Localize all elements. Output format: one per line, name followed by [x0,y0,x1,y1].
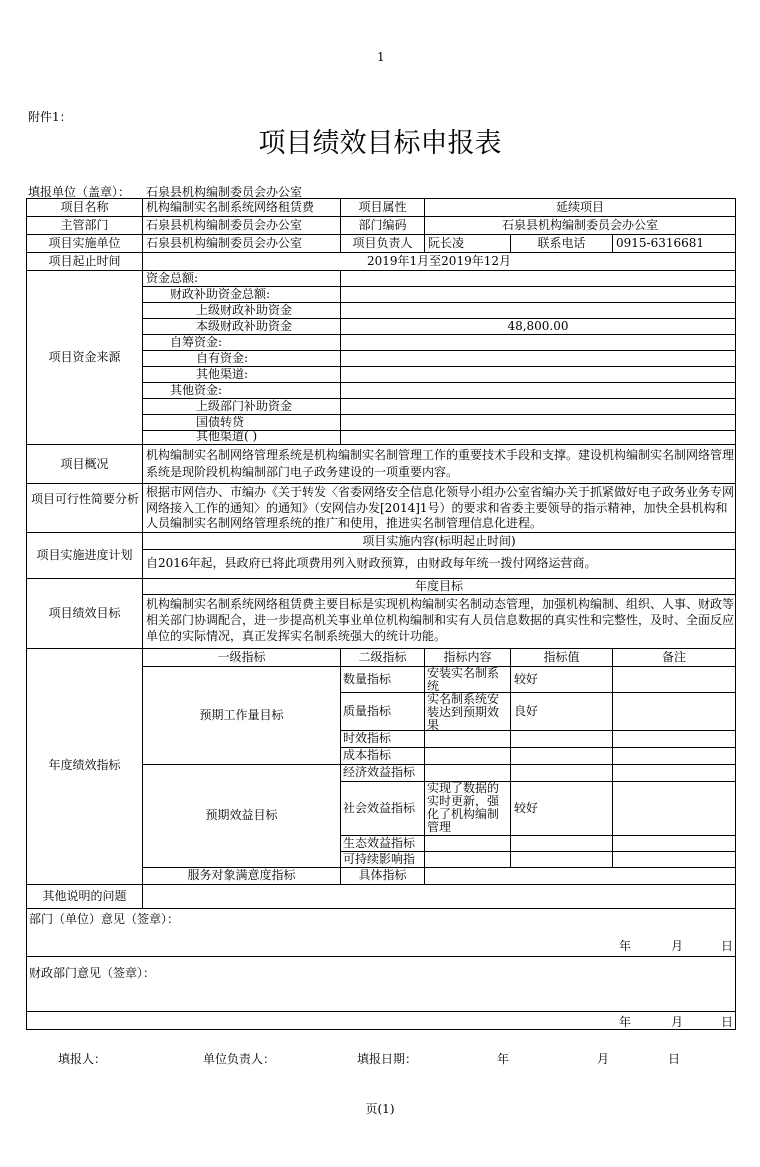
fund-item-name: 资金总额: [146,271,199,285]
indicator-second: 具体指标 [358,868,407,882]
dept-code-label: 部门编码 [358,218,407,232]
project-name-value: 机构编制实名制系统网络租赁费 [146,200,315,214]
footer-filler: 填报人： [58,1052,107,1066]
indicator-value: 较好 [514,801,539,815]
footer-day: 日 [668,1052,681,1066]
dept-date-year: 年 [619,939,632,953]
impl-unit-value: 石泉县机构编制委员会办公室 [146,236,303,250]
finance-opinion-label: 财政部门意见（签章）： [29,966,156,980]
overview-text: 机构编制实名制网络管理系统是机构编制实名制管理工作的重要技术手段和支撑。建设机构编制实名制网络管理系统是现阶段机构编制部门电子政务建设的一项重要内容。 [146,448,734,479]
fund-item-name: 上级财政补助资金 [196,303,293,317]
finance-date-year: 年 [619,1015,632,1029]
annual-label: 年度绩效指标 [48,758,121,772]
indicator-content: 实名制系统安装达到预期效果 [427,693,500,730]
plan-label: 项目实施进度计划 [36,548,133,562]
perf-text: 机构编制实名制系统网络租赁费主要目标是实现机构编制实名制动态管理，加强机构编制、组织、人事、财政等相关部门协调配合，进一步提高机关事业单位机构编制和实有人员信息数据的真实性和完整性，及时、全面反应单位的实际情况，真正发挥实名制系统强大的统计功能。 [146,597,734,643]
indicator-second: 数量指标 [343,672,392,686]
page-label: 页(1) [365,1102,395,1116]
fund-item-name: 其他渠道: [196,367,249,381]
fund-item-value: 48,800.00 [507,319,569,333]
annual-header: 二级指标 [358,650,407,664]
period-label: 项目起止时间 [48,254,121,268]
footer-unit-head: 单位负责人： [203,1052,276,1066]
dept-date-month: 月 [671,939,684,953]
plan-text: 自2016年起，县政府已将此项费用列入财政预算，由财政每年统一拨付网络运营商。 [146,556,597,570]
fund-item-name: 上级部门补助资金 [196,399,293,413]
indicator-value: 较好 [514,672,539,686]
fund-item-name: 其他渠道( ) [196,429,258,443]
footer-month: 月 [597,1052,610,1066]
funds-label: 项目资金来源 [48,350,121,364]
project-attr-label: 项目属性 [358,200,407,214]
indicator-content: 安装实名制系统 [427,667,500,692]
group-workload: 预期工作量目标 [199,708,284,722]
manager-label: 项目负责人 [352,236,413,250]
fund-item-name: 本级财政补助资金 [196,319,293,333]
group-benefit: 预期效益目标 [205,808,278,822]
dept-date-day: 日 [721,939,734,953]
fund-item-name: 其他资金: [170,383,223,397]
indicator-second: 社会效益指标 [343,801,416,815]
manager-value: 阮长凌 [428,236,465,250]
phone-value: 0915-6316681 [616,236,705,250]
finance-date-month: 月 [671,1015,684,1029]
indicator-value: 良好 [514,704,539,718]
fund-item-name: 国债转贷 [196,415,245,429]
attachment-label: 附件1： [28,110,72,124]
fund-item-name: 自筹资金: [170,335,223,349]
perf-header: 年度目标 [414,579,463,593]
plan-header: 项目实施内容(标明起止时间) [362,534,516,548]
perf-label: 项目绩效目标 [48,606,121,620]
indicator-second: 成本指标 [343,748,392,762]
filler-unit-value: 石泉县机构编制委员会办公室 [146,185,303,199]
finance-date-day: 日 [721,1015,734,1029]
fund-item-name: 自有资金: [196,351,249,365]
indicator-content: 实现了数据的实时更新，强化了机构编制管理 [427,782,500,834]
indicator-second: 质量指标 [343,704,392,718]
phone-label: 联系电话 [537,236,586,250]
annual-header: 指标内容 [443,650,492,664]
filler-unit-label: 填报单位（盖章）： [28,185,131,199]
overview-label: 项目概况 [60,457,109,471]
indicator-second: 生态效益指标 [343,836,416,850]
dept-opinion-label: 部门（单位）意见（签章）： [29,912,180,926]
dept-value: 石泉县机构编制委员会办公室 [146,218,303,232]
annual-header: 备注 [661,650,686,664]
project-name-label: 项目名称 [60,200,109,214]
indicator-second: 经济效益指标 [343,765,416,779]
period-value: 2019年1月至2019年12月 [367,254,511,268]
indicator-second: 可持续影响指 [343,852,416,866]
feasibility-text: 根据市网信办、市编办《关于转发〈省委网络安全信息化领导小组办公室省编办关于抓紧做好电子政务业务专网网络接入工作的通知〉的通知》（安网信办发[2014]1号）的要求和省委主要领导的指示精神，加快全县机构和人员编制实名制网络管理系统的推广和使用，推进实名制管理信息化进程。 [146,485,734,530]
dept-code-value: 石泉县机构编制委员会办公室 [501,218,658,232]
dept-label: 主管部门 [60,218,109,232]
page-number-top: 1 [377,50,385,64]
impl-unit-label: 项目实施单位 [48,236,121,250]
feasibility-label: 项目可行性简要分析 [30,492,139,506]
indicator-second: 时效指标 [343,731,392,745]
annual-header: 指标值 [543,650,580,664]
footer-year: 年 [497,1052,510,1066]
annual-header: 一级指标 [217,650,266,664]
page-title: 项目绩效目标申报表 [258,128,502,159]
other-label: 其他说明的问题 [42,889,127,903]
group-satisfaction: 服务对象满意度指标 [187,868,296,882]
footer-fill-date: 填报日期： [357,1052,418,1066]
project-attr-value: 延续项目 [555,200,604,214]
fund-item-name: 财政补助资金总额: [170,287,271,301]
